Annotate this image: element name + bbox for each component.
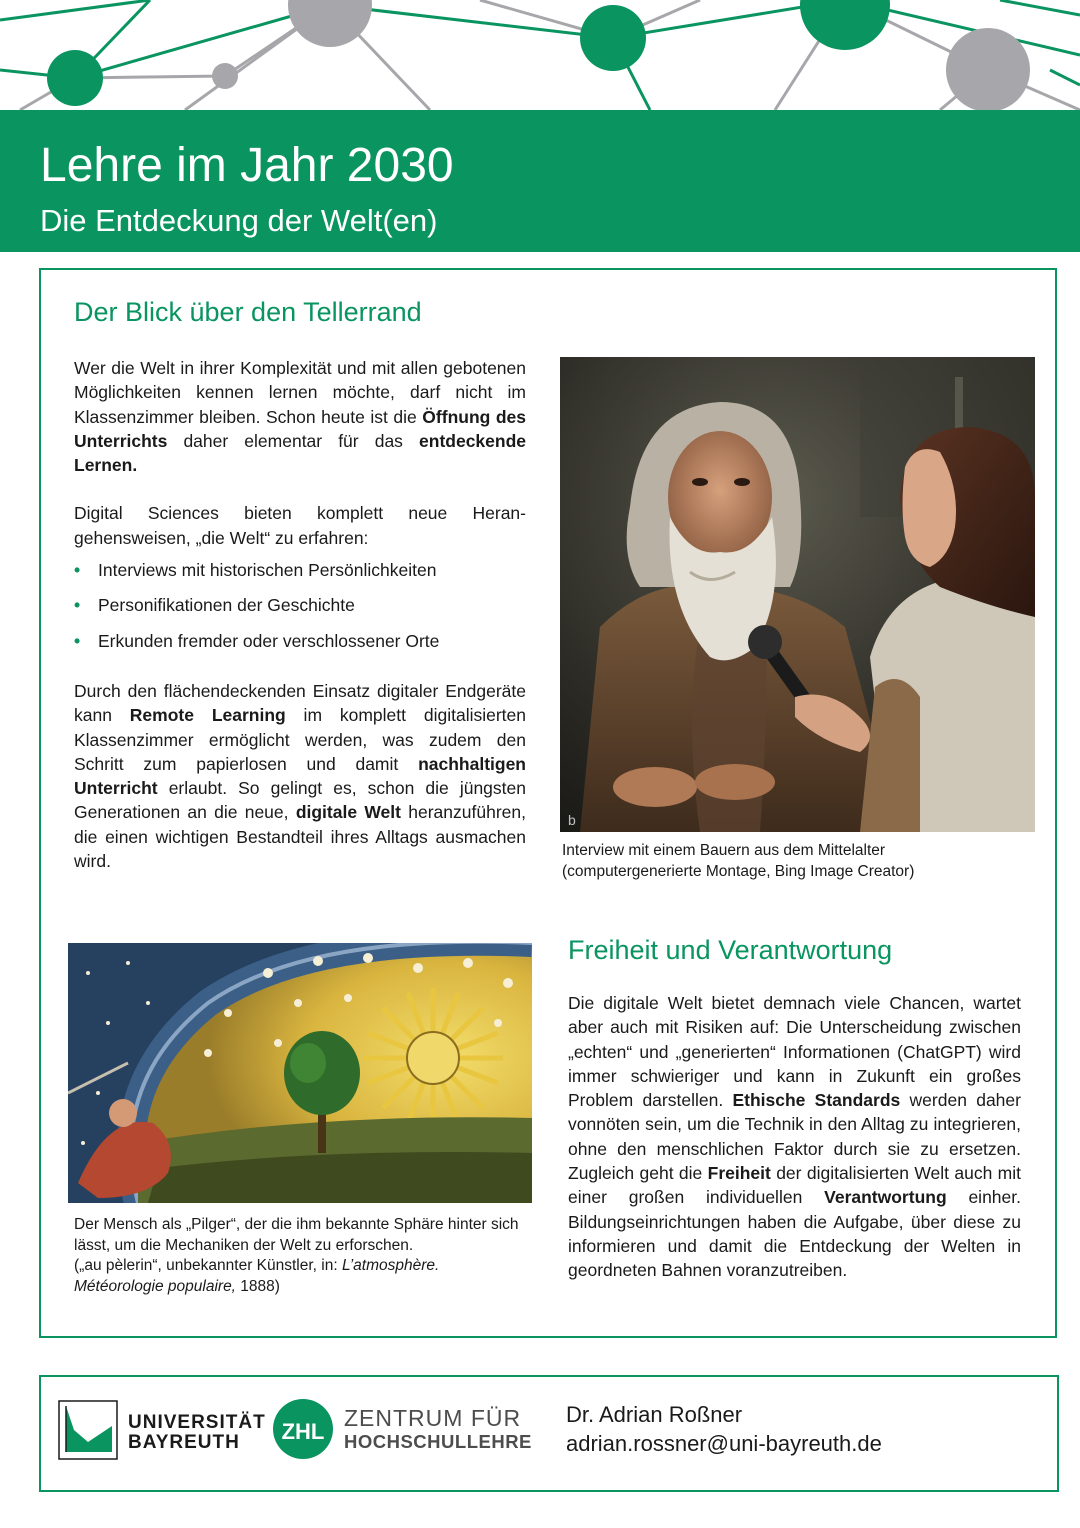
image-watermark: b bbox=[568, 812, 576, 828]
flammarion-caption-source: („au pèlerin“, unbekannter Künstler, in: L’atmosphère. Météorologie populaire, 1888) bbox=[74, 1257, 440, 1295]
header-banner bbox=[0, 110, 1080, 252]
flammarion-engraving bbox=[68, 943, 532, 1203]
paragraph-freiheit: Die digitale Welt bietet demnach viele Chancen, wartet aber auch mit Risiken auf: Die Unterscheidung zwischen „echten“ und „generierten“ Informationen (ChatGPT) wird immer schwieriger und kann in Zukunft ein großes Problem darstellen. Ethische Standards werden daher vonnöten sein, um die Technik in den Alltag zu integrieren, ohne den menschlichen Faktor durch sie zu ersetzen. Zugleich geht die Freiheit der digitalisierten Welt auch mit einer großen individuellen Verantwortung einher. Bildungseinrichtungen haben die Aufgabe, über diese zu informieren und damit die Entdeckung der Welten in geordneten Bahnen voranzutreiben. bbox=[568, 993, 1021, 1281]
flammarion-caption: Der Mensch als „Pilger“, der die ihm bekannte Sphäre hinter sich lässt, um die Mechaniken der Welt zu erforschen. („au pèlerin“, unbekannter Künstler, in: L’atmosphère. Météorologie populaire, 1888) bbox=[74, 1215, 529, 1297]
bullet-list bbox=[74, 558, 526, 653]
paragraph-remote-learning: Durch den flächendeckenden Einsatz digitaler Endgeräte kann Remote Learning im komplett digitalisierten Klassenzimmer ermöglicht werden, was zudem den Schritt zum papierlosen und damit nachhaltigen Unterricht erlaubt. So gelingt es, schon die jüngsten Generationen an die neue, digitale Welt heranzuführen, die einen wichtigen Bestandteil ihres Alltags ausmachen wird. bbox=[74, 680, 526, 872]
interview-photo bbox=[560, 357, 1035, 832]
zhl-logo-mark bbox=[272, 1398, 334, 1460]
section-text-freiheit bbox=[568, 991, 1021, 1283]
network-graphic bbox=[0, 0, 1080, 115]
list-item: • Personifikationen der Geschichte bbox=[74, 593, 526, 617]
section-heading-freiheit: Freiheit und Verantwortung bbox=[568, 935, 893, 965]
interview-photo-caption: Interview mit einem Bauern aus dem Mittelalter (computergenerierte Montage, Bing Image Creator) bbox=[562, 842, 915, 880]
zhl-name-line1: ZENTRUM FÜR bbox=[344, 1405, 522, 1431]
section-heading-tellerrand: Der Blick über den Tellerrand bbox=[74, 297, 422, 327]
list-item: • Interviews mit historischen Persönlichkeiten bbox=[74, 558, 526, 582]
paragraph-digital-sciences: Digital Sciences bieten komplett neue Herangehensweisen, „die Welt“ zu erfahren: bbox=[74, 503, 526, 548]
zhl-name-line2: HOCHSCHULLEHRE bbox=[344, 1431, 532, 1452]
page-subtitle: Die Entdeckung der Welt(en) bbox=[40, 203, 438, 238]
contact-name: Dr. Adrian Roßner bbox=[566, 1402, 743, 1427]
contact-email-link[interactable]: adrian.rossner@uni-bayreuth.de bbox=[566, 1431, 882, 1456]
section-text-tellerrand bbox=[74, 356, 526, 873]
svg-text:ZHL: ZHL bbox=[281, 1419, 325, 1444]
paragraph-intro: Wer die Welt in ihrer Komplexität und mit allen gebotenen Möglichkeiten kennen lernen möchte, darf nicht im Klassenzimmer bleiben. Schon heute ist die Öffnung des Unterrichts daher elementar für das entdeckende Lernen. bbox=[74, 358, 526, 476]
university-name: UNIVERSITÄT BAYREUTH bbox=[128, 1412, 266, 1453]
page-title: Lehre im Jahr 2030 bbox=[40, 139, 454, 192]
list-item: • Erkunden fremder oder verschlossener Orte bbox=[74, 629, 526, 653]
